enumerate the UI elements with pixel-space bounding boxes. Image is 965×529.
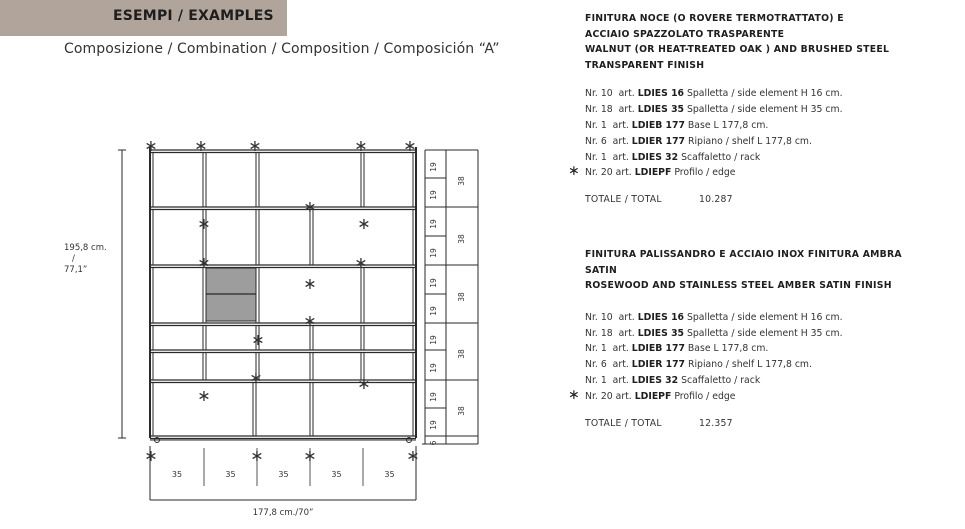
asterisk-icon: ∗ <box>303 274 317 293</box>
asterisk-icon: ∗ <box>250 446 264 465</box>
height-label: 77,1” <box>64 265 88 275</box>
finish-title-line: FINITURA NOCE (O ROVERE TERMOTRATTATO) E <box>585 13 844 24</box>
parts-list-item: Nr. 1 art. LDIEB 177 Base L 177,8 cm. <box>585 119 769 131</box>
column-width-label: 35 <box>384 470 395 479</box>
asterisk-icon: ∗ <box>248 136 262 155</box>
finish-title-line: ACCIAIO SPAZZOLATO TRASPARENTE <box>585 28 785 40</box>
total-value: 10.287 <box>699 194 733 206</box>
parts-list-item: Nr. 6 art. LDIER 177 Ripiano / shelf L 177,8 cm. <box>585 359 812 371</box>
asterisk-icon: ∗ <box>144 446 158 465</box>
asterisk-icon: ∗ <box>357 374 371 393</box>
asterisk-icon: ∗ <box>144 136 158 155</box>
parts-list-item: Nr. 6 art. LDIER 177 Ripiano / shelf L 177,8 cm. <box>585 135 812 147</box>
side-dimension-label: 38 <box>457 176 466 186</box>
asterisk-icon: ∗ <box>249 368 263 387</box>
asterisk-icon: ∗ <box>197 253 211 272</box>
total-width-label: 177,8 cm./70” <box>252 508 314 518</box>
asterisk-icon: ∗ <box>194 136 208 155</box>
parts-list-item: Nr. 1 art. LDIES 32 Scaffaletto / rack <box>585 151 761 163</box>
parts-list-item: ∗ Nr. 20 art. LDIEPF Profilo / edge <box>568 386 736 403</box>
side-dimension-label: 38 <box>457 234 466 244</box>
parts-list-item: Nr. 18 art. LDIES 35 Spalletta / side element H 35 cm. <box>585 104 843 116</box>
side-dimension-label: 19 <box>429 335 438 345</box>
column-width-label: 35 <box>171 470 183 479</box>
side-dimension-label: 19 <box>429 219 438 229</box>
parts-list-item: Nr. 1 art. LDIEB 177 Base L 177,8 cm. <box>585 343 769 355</box>
asterisk-icon: ∗ <box>354 136 368 155</box>
finish-title-line: FINITURA PALISSANDRO E ACCIAIO INOX FINITURA AMBRA <box>585 249 902 260</box>
asterisk-icon: ∗ <box>354 253 368 272</box>
parts-list-item: Nr. 10 art. LDIES 16 Spalletta / side element H 16 cm. <box>585 88 843 100</box>
total-label: TOTALE / TOTAL <box>585 194 662 206</box>
height-label-separator: / <box>72 254 75 264</box>
asterisk-icon: ∗ <box>303 197 317 216</box>
side-dimension-label: 19 <box>429 363 438 373</box>
asterisk-icon: ∗ <box>303 446 317 465</box>
finish-title-line: SATIN <box>585 264 618 276</box>
total-value: 12.357 <box>699 417 733 429</box>
base-dimension-label: 6 <box>429 440 438 446</box>
finish-title-line: ROSEWOOD AND STAINLESS STEEL AMBER SATIN FINISH <box>585 280 892 292</box>
finish-title-line: TRANSPARENT FINISH <box>585 59 705 71</box>
side-dimension-label: 38 <box>457 406 466 416</box>
column-width-label: 35 <box>331 470 342 479</box>
side-dimension-label: 19 <box>429 278 438 288</box>
asterisk-icon: ∗ <box>406 446 420 465</box>
asterisk-icon: ∗ <box>403 136 417 155</box>
column-width-label: 35 <box>225 470 236 479</box>
parts-list-item: Nr. 18 art. LDIES 35 Spalletta / side element H 35 cm. <box>585 327 843 339</box>
column-width-label: 35 <box>278 470 289 479</box>
parts-list-item: Nr. 1 art. LDIES 32 Scaffaletto / rack <box>585 374 761 386</box>
asterisk-icon: ∗ <box>251 330 265 349</box>
parts-list-item: ∗ Nr. 20 art. LDIEPF Profilo / edge <box>568 163 736 180</box>
asterisk-icon: ∗ <box>357 214 371 233</box>
side-dimension-label: 19 <box>429 420 438 430</box>
page-title: ESEMPI / EXAMPLES <box>113 8 274 24</box>
side-dimension-label: 19 <box>429 162 438 172</box>
finish-title-line: WALNUT (OR HEAT-TREATED OAK ) AND BRUSHED STEEL <box>585 44 890 56</box>
composition-subtitle: Composizione / Combination / Composition / Composición “A” <box>64 41 500 57</box>
total-label: TOTALE / TOTAL <box>585 417 662 429</box>
asterisk-icon: ∗ <box>568 163 580 180</box>
asterisk-icon: ∗ <box>197 386 211 405</box>
side-dimension-label: 19 <box>429 306 438 316</box>
side-dimension-label: 19 <box>429 392 438 402</box>
asterisk-icon: ∗ <box>303 311 317 330</box>
parts-list-item: Nr. 10 art. LDIES 16 Spalletta / side element H 16 cm. <box>585 311 843 323</box>
side-dimension-label: 19 <box>429 190 438 200</box>
asterisk-icon: ∗ <box>568 386 580 403</box>
side-dimension-label: 19 <box>429 248 438 258</box>
asterisk-icon: ∗ <box>197 214 211 233</box>
height-label: 195,8 cm. <box>64 243 107 253</box>
side-dimension-label: 38 <box>457 349 466 359</box>
side-dimension-label: 38 <box>457 292 466 302</box>
